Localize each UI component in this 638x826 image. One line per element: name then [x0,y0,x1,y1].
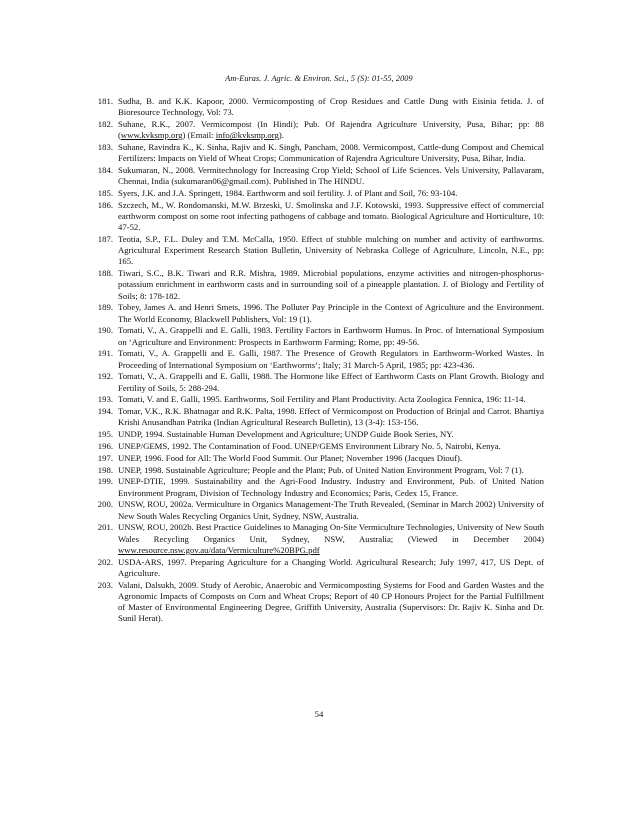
reference-item [92,557,544,579]
reference-number: 193. [97,394,113,405]
reference-number: 191. [97,348,113,359]
reference-item [92,119,544,141]
reference-number: 203. [97,579,113,590]
reference-item [92,394,544,405]
reference-text: Sudha, B. and K.K. Kapoor, 2000. Vermicomposting of Crop Residues and Cattle Dung with Eisinia fetida. J. of Bioresource Technology, Vol: 73. [118,96,544,118]
reference-number: 188. [97,268,113,279]
reference-text: UNEP, 1996. Food for All: The World Food Summit. Our Planet; November 1996 (Jacques Diouf). [118,452,463,463]
reference-number: 187. [97,234,113,244]
reference-item [92,453,544,464]
reference-item [92,348,544,370]
reference-text: Tomar, V.K., R.K. Bhatnagar and R.K. Palta, 1998. Effect of Vermicompost on Production of Brinjal and Carrot. Bhartiya Krishi Anusandhan Patrika (Indian Agricultural Research Bulletin), 13 (3-4): 153-156. [118,406,544,428]
reference-text: Suhane, Ravindra K., K. Sinha, Rajiv and K. Singh, Pancham, 2008. Vermicompost, Cattle-dung Compost and Chemical Fertilizers: Impacts on Yield of Wheat Crops; Communication of Rajendra Agriculture University, Pusa, Bihar, India. [118,142,544,164]
reference-item [92,499,544,521]
reference-item [92,200,544,234]
reference-item [92,165,544,187]
reference-text: UNEP, 1998. Sustainable Agriculture; People and the Plant; Pub. of United Nation Environment Program, Vol: 7 (1). [118,464,524,475]
reference-item [92,188,544,199]
reference-text: Syers, J.K. and J.A. Springett, 1984. Earthworm and soil fertility. J. of Plant and Soil, 76: 93-104. [118,188,458,198]
reference-item [92,580,544,625]
reference-number: 200. [97,499,113,510]
reference-text: Tomati, V., A. Grappelli and E. Galli, 1983. Fertility Factors in Earthworm Humus. In Proc. of International Symposium on ‘Agriculture and Environment: Prospects in Earthworm Farming; Rome, pp: 49-56. [118,325,544,347]
reference-item [92,142,544,164]
reference-number: 196. [97,441,113,451]
reference-list [92,96,544,625]
reference-item [92,268,544,302]
email-link[interactable]: info@kvksmp.org [215,130,279,141]
reference-number: 183. [97,142,113,152]
reference-text: Teotia, S.P., F.L. Duley and T.M. McCalla, 1950. Effect of stubble mulching on number and activity of earthworms. Agricultural Experiment Research Station Bulletin, University of Nebraska College of Agriculture, Lincoln, N.E., pp: 165. [118,234,544,267]
reference-text: Suhane, R.K., 2007. Vermicompost (In Hindi); Pub. Of Rajendra Agriculture University, Pusa, Bihar; pp: 88 (www.kvksmp.org) (Email: info@kvksmp.org). [118,119,544,141]
reference-number: 202. [97,556,113,567]
reference-item [92,465,544,476]
reference-number: 182. [97,119,113,129]
reference-item [92,522,544,556]
reference-item [92,429,544,440]
website-link[interactable]: www.resource.nsw.gov.au/data/Vermiculture%20BPG.pdf [118,544,320,555]
reference-item [92,371,544,393]
reference-item [92,234,544,268]
reference-text: UNEP-DTIE, 1999. Sustainability and the Agri-Food Industry. Industry and Environment, Pub. of United Nation Environment Program, Division of Technology Industry and Economics; Paris, Cedex 15, France. [118,476,544,498]
reference-number: 184. [97,165,113,175]
reference-text: Tomati, V., A. Grappelli and E. Galli, 1987. The Presence of Growth Regulators in Earthworm-Worked Wastes. In Proceeding of International Symposium on ‘Earthworms’; Italy; 31 March-5 April, 1985; pp: 423-436. [118,348,544,370]
reference-item [92,406,544,428]
page-number: 54 [314,709,324,719]
reference-number: 192. [97,371,113,382]
reference-item [92,476,544,498]
reference-item [92,302,544,324]
reference-text: Tobey, James A. and Henri Smets, 1996. The Polluter Pay Principle in the Context of Agriculture and the Environment. The World Economy, Blackwell Publishers, Vol: 19 (1). [118,302,544,324]
reference-number: 195. [97,429,113,440]
reference-number: 197. [97,452,113,463]
reference-number: 186. [97,199,113,210]
reference-text: UNDP, 1994. Sustainable Human Development and Agriculture; UNDP Guide Book Series, NY. [118,429,454,440]
reference-number: 201. [97,522,113,533]
reference-number: 198. [97,464,113,475]
reference-item [92,96,544,118]
reference-text: Sukumaran, N., 2008. Vermitechnology for Increasing Crop Yield; School of Life Sciences. Vels University, Pallavaram, Chennai, India (sukumaran06@gmail.com). Published in The HINDU. [118,165,544,187]
reference-text: Szczech, M., W. Rondomanski, M.W. Brzeski, U. Smolinska and J.F. Kotowski, 1993. Suppressive effect of commercial earthworm compost on some root infecting pathogens of cabbage and tomato. Biological Agriculture and Horticulture, 10: 47-52. [118,199,544,233]
reference-text: Tomati, V., A. Grappelli and E. Galli, 1988. The Hormone like Effect of Earthworm Casts on Plant Growth. Biology and Fertility of Soils, 5: 288-294. [118,371,544,393]
reference-text: Tiwari, S.C., B.K. Tiwari and R.R. Mishra, 1989. Microbial populations, enzyme activities and nitrogen-phosphorus-potassium enrichment in earthworm casts and in surrounding soil of a pineapple plantation. J. of Biology and Fertility of Soils; 8: 178-182. [118,268,544,301]
reference-text: UNSW, ROU, 2002a. Vermiculture in Organics Management-The Truth Revealed, (Seminar in March 2002) University of New South Wales Recycling Organics Unit, Sydney, NSW, Australia. [118,499,544,521]
reference-number: 189. [97,302,113,313]
reference-item [92,325,544,347]
reference-text: UNSW, ROU, 2002b. Best Practice Guidelines to Managing On-Site Vermiculture Technologies, University of New South Wales Recycling Organics Unit, Sydney, NSW, Australia; (Viewed in December 2004) www.resource.nsw.gov.au/data/Vermiculture%20BPG.pdf [118,522,544,555]
reference-number: 185. [97,188,113,198]
reference-number: 194. [97,406,113,417]
reference-text: USDA-ARS, 1997. Preparing Agriculture for a Changing World. Agricultural Research; July 1997, 417, US Dept. of Agriculture. [118,556,544,578]
reference-number: 181. [97,96,113,106]
reference-text: Valani, Dalsukh, 2009. Study of Aerobic, Anaerobic and Vermicomposting Systems for Food and Garden Wastes and the Agronomic Impacts of Composts on Corn and Wheat Crops; Report of 40 CP Honours Project for the Partial Fulfillment of Master of Environmental Engineering Degree, Griffith University, Australia (Supervisors: Dr. Rajiv K. Sinha and Dr. Sunil Herat). [118,579,544,624]
reference-item [92,441,544,452]
reference-text: Tomati, V. and E. Galli, 1995. Earthworms, Soil Fertility and Plant Productivity. Acta Zoologica Fennica, 196: 11-14. [118,394,526,405]
reference-number: 190. [97,325,113,336]
reference-text: UNEP/GEMS, 1992. The Contamination of Food. UNEP/GEMS Environment Library No. 5, Nairobi, Kenya. [118,441,501,451]
reference-number: 199. [97,476,113,487]
website-link[interactable]: www.kvksmp.org [120,130,183,141]
running-head: Am-Euras. J. Agric. & Environ. Sci., 5 (S): 01-55, 2009 [225,74,413,83]
